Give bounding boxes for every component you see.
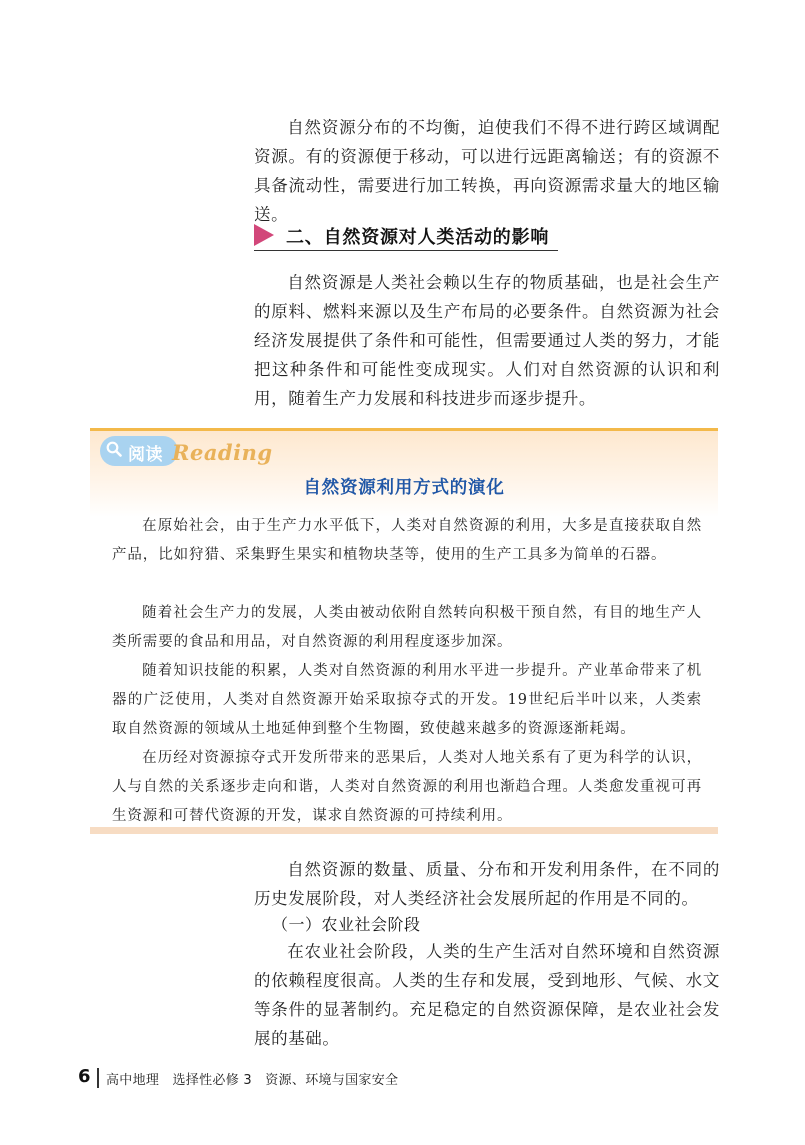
reading-paragraph-2-text: 随着社会生产力的发展，人类由被动依附自然转向积极干预自然，有目的地生产人类所需要的食品和用品，对自然资源的利用程度逐步加深。: [112, 605, 702, 650]
reading-paragraph-1-text: 在原始社会，由于生产力水平低下，人类对自然资源的利用，大多是直接获取自然产品，比如狩猎、采集野生果实和植物块茎等，使用的生产工具多为简单的石器。: [112, 518, 702, 563]
subheading-agricultural: （一）农业社会阶段: [272, 915, 421, 934]
reading-label-en: Reading: [172, 440, 273, 465]
reading-paragraph-1: [112, 512, 702, 570]
intro-paragraph-text: 自然资源分布的不均衡，迫使我们不得不进行跨区域调配资源。有的资源便于移动，可以进行远距离输送；有的资源不具备流动性，需要进行加工转换，再向资源需求量大的地区输送。: [254, 118, 720, 224]
reading-paragraph-4-text: 在历经对资源掠夺式开发所带来的恶果后，人类对人地关系有了更为科学的认识，人与自然的关系逐步走向和谐，人类对自然资源的利用也渐趋合理。人类愈发重视可再生资源和可替代资源的开发，谋求自然资源的可持续利用。: [112, 750, 702, 824]
reading-label: 阅读: [128, 445, 163, 465]
reading-paragraph-3: [112, 657, 702, 744]
page-number: 6: [78, 1066, 91, 1087]
section-paragraph: [254, 268, 720, 413]
intro-paragraph: [254, 113, 720, 229]
reading-paragraph-4: [112, 744, 702, 831]
after-reading-paragraph-text: 自然资源的数量、质量、分布和开发利用条件，在不同的历史发展阶段，对人类经济社会发展所起的作用是不同的。: [254, 860, 720, 908]
book-title: 高中地理 选择性必修 3 资源、环境与国家安全: [106, 1073, 399, 1088]
section-heading: [254, 222, 558, 251]
reading-paragraph-2: [112, 599, 702, 657]
agricultural-paragraph-text: 在农业社会阶段，人类的生产生活对自然环境和自然资源的依赖程度很高。人类的生存和发展，受到地形、气候、水文等条件的显著制约。充足稳定的自然资源保障，是农业社会发展的基础。: [254, 942, 720, 1048]
triangle-marker-icon: [254, 224, 274, 246]
reading-title: 自然资源利用方式的演化: [303, 478, 505, 498]
agricultural-paragraph: [254, 937, 720, 1053]
footer-divider: [97, 1068, 99, 1088]
section-heading-title: 二、自然资源对人类活动的影响: [286, 227, 550, 248]
magnifier-icon: [106, 441, 122, 457]
after-reading-paragraph: [254, 855, 720, 913]
reading-tab: [100, 436, 273, 468]
reading-paragraph-3-text: 随着知识技能的积累，人类对自然资源的利用水平进一步提升。产业革命带来了机器的广泛使用，人类对自然资源开始采取掠夺式的开发。19世纪后半叶以来，人类索取自然资源的领域从土地延伸到整个生物圈，致使越来越多的资源逐渐耗竭。: [112, 663, 702, 737]
section-paragraph-text: 自然资源是人类社会赖以生存的物质基础，也是社会生产的原料、燃料来源以及生产布局的必要条件。自然资源为社会经济发展提供了条件和可能性，但需要通过人类的努力，才能把这种条件和可能性变成现实。人们对自然资源的认识和利用，随着生产力发展和科技进步而逐步提升。: [254, 273, 720, 408]
